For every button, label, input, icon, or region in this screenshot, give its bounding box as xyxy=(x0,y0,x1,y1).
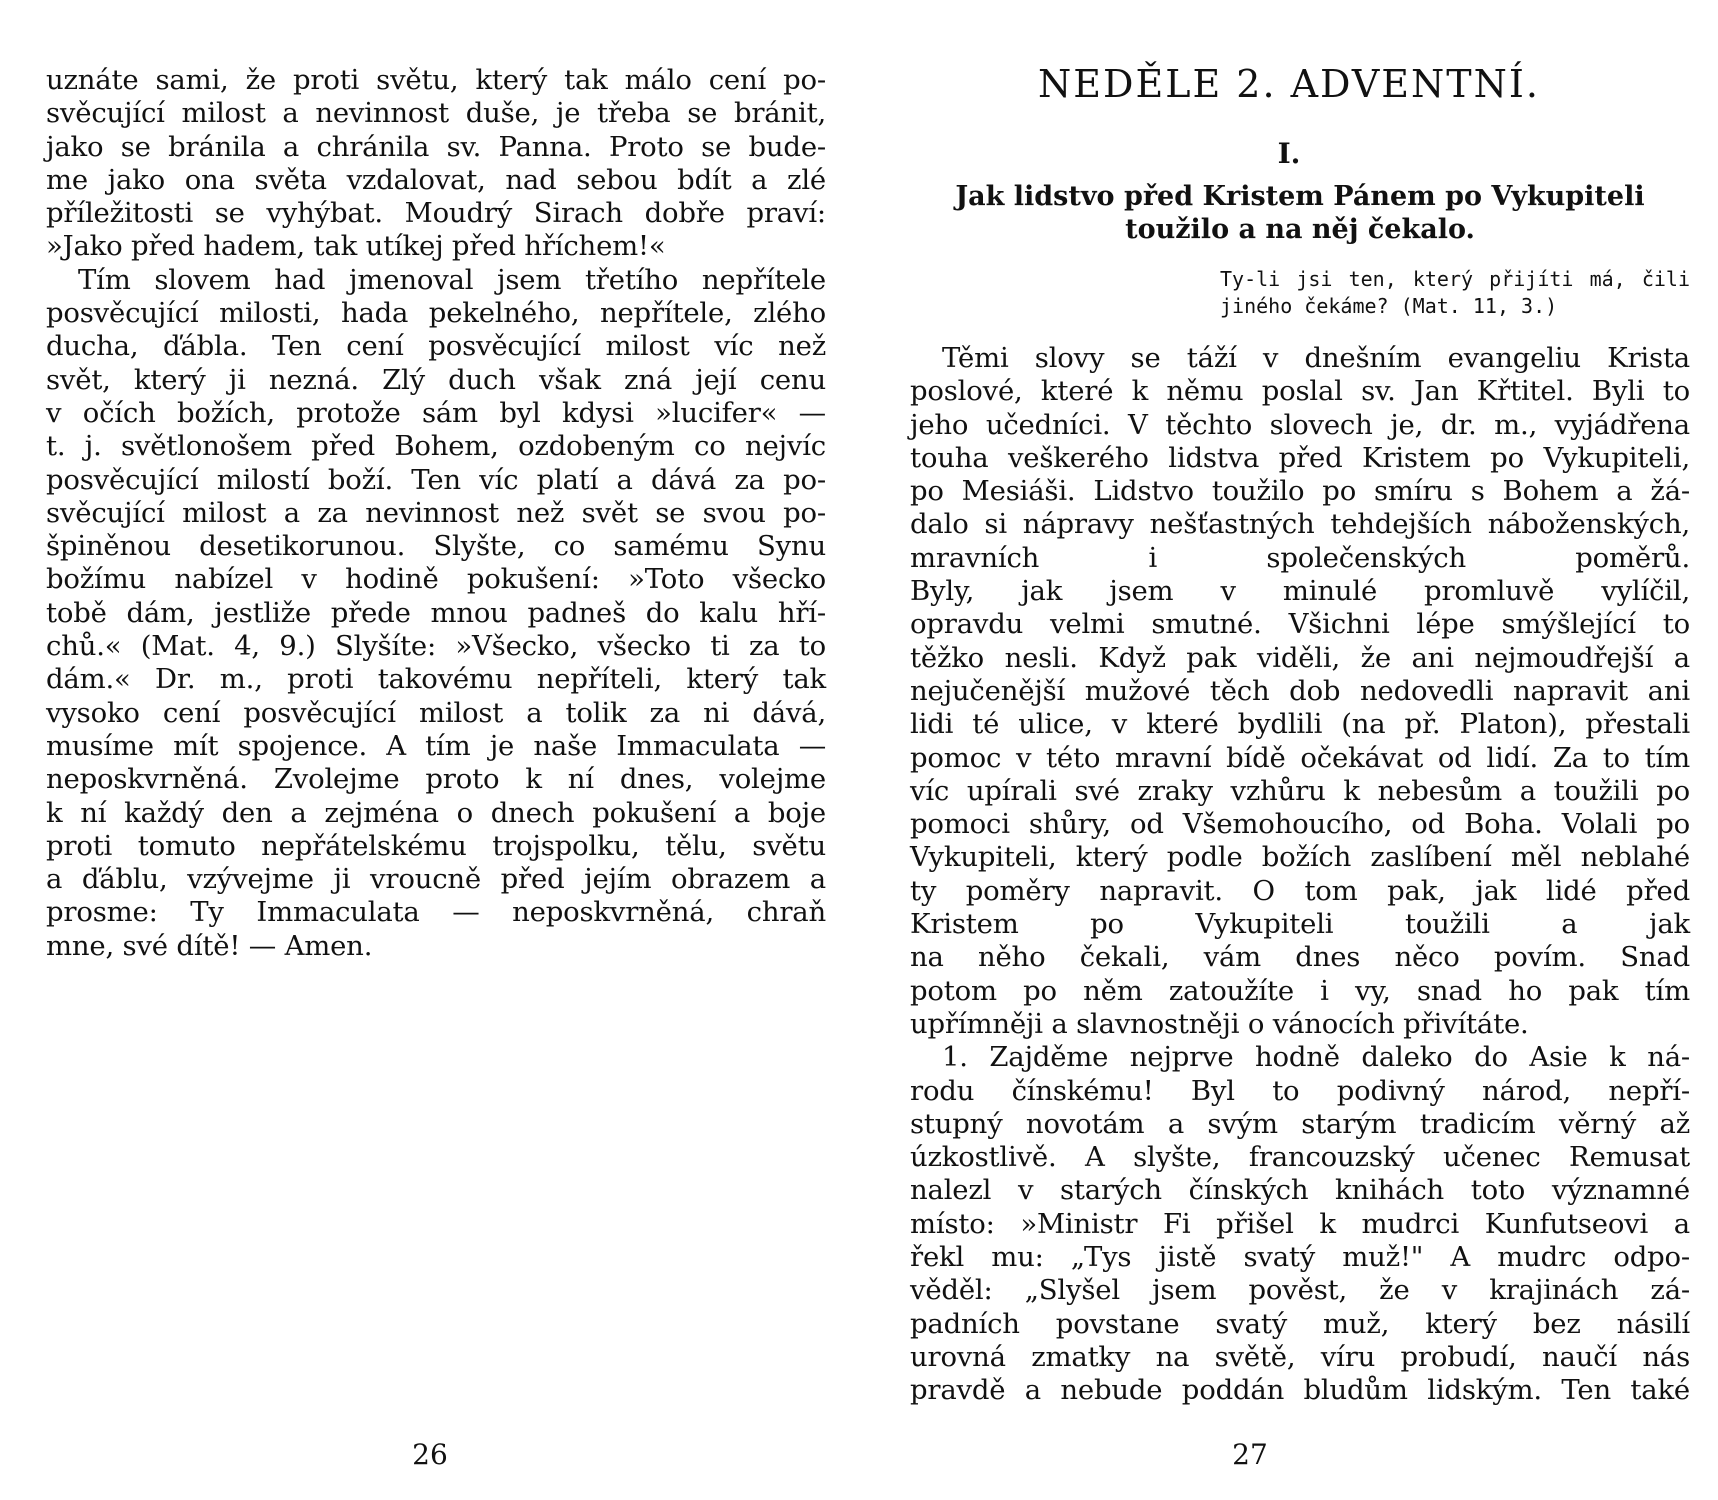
text-line: nejučenější mužové těch dob nedovedli napravit ani xyxy=(910,674,1690,707)
text-line: mne, své dítě! — Amen. xyxy=(46,929,373,962)
text-line: mravních i společenských poměrů. xyxy=(910,541,1690,574)
text-line: víc upírali své zraky vzhůru k nebesům a toužili po xyxy=(910,774,1690,807)
text-line: Vykupiteli, který podle božích zaslíbení měl neblahé xyxy=(910,841,1690,874)
epigraph-line: Ty-li jsi ten, který přijíti má, čili xyxy=(1220,267,1690,291)
heading-line: Jak lidstvo před Kristem Pánem po Vykupiteli xyxy=(955,181,1645,212)
text-line: posvěcující milosti, hada pekelného, nepřítele, zlého xyxy=(46,297,826,330)
text-line: řekl mu: „Tys jistě svatý muž!" A mudrc odpo- xyxy=(910,1241,1690,1274)
text-line: a ďáblu, vzývejme ji vroucně před jejím obrazem a xyxy=(46,863,826,896)
text-line: neposkvrněná. Zvolejme proto k ní dnes, volejme xyxy=(46,763,826,796)
text-line: věděl: „Slyšel jsem pověst, že v krajinách zá- xyxy=(910,1274,1690,1307)
text-line: svěcující milost a za nevinnost než svět se svou po- xyxy=(46,496,826,529)
text-line: upřímněji a slavnostněji o vánocích přivítáte. xyxy=(910,1007,1529,1040)
text-line: příležitosti se vyhýbat. Moudrý Sirach dobře praví: xyxy=(46,197,826,230)
page-number-left: 26 xyxy=(412,1438,448,1471)
text-line: Byly, jak jsem v minulé promluvě vylíčil, xyxy=(910,575,1690,608)
text-line: v očích božích, protože sám byl kdysi »lucifer« — xyxy=(46,396,826,429)
text-line: poslové, které k němu poslal sv. Jan Křtitel. Byli to xyxy=(910,375,1690,408)
text-line: po Mesiáši. Lidstvo toužilo po smíru s Bohem a žá- xyxy=(910,475,1690,508)
text-line: úzkostlivě. A slyšte, francouzský učenec Remusat xyxy=(910,1141,1690,1174)
text-line: t. j. světlonošem před Bohem, ozdobeným co nejvíc xyxy=(46,430,826,463)
text-line: 1. Zajděme nejprve hodně daleko do Asie k ná- xyxy=(942,1041,1690,1074)
text-line: dalo si nápravy nešťastných tehdejších náboženských, xyxy=(910,508,1690,541)
text-line: pravdě a nebude poddán bludům lidským. Ten také xyxy=(910,1374,1690,1407)
text-line: padních povstane svatý muž, který bez násilí xyxy=(910,1307,1690,1340)
text-line: nalezl v starých čínských knihách toto významné xyxy=(910,1174,1690,1207)
text-line: k ní každý den a zejména o dnech pokušení a boje xyxy=(46,796,826,829)
text-line: božímu nabízel v hodině pokušení: »Toto všecko xyxy=(46,563,826,596)
text-line: chů.« (Mat. 4, 9.) Slyšíte: »Všecko, všecko ti za to xyxy=(46,630,826,663)
right-page-text xyxy=(910,342,1690,1408)
section-heading xyxy=(910,180,1690,246)
text-line: dám.« Dr. m., proti takovému nepříteli, který tak xyxy=(46,663,826,696)
text-line: stupný novotám a svým starým tradicím věrný až xyxy=(910,1107,1690,1140)
text-line: opravdu velmi smutné. Všichni lépe smýšlející to xyxy=(910,608,1690,641)
left-page-text xyxy=(46,64,826,963)
text-line: těžko nesli. Když pak viděli, že ani nejmoudřejší a xyxy=(910,641,1690,674)
text-line: vysoko cení posvěcující milost a tolik za ni dává, xyxy=(46,696,826,729)
text-line: jeho učedníci. V těchto slovech je, dr. m., vyjádřena xyxy=(910,408,1690,441)
text-line: uznáte sami, že proti světu, který tak málo cení po- xyxy=(46,64,826,96)
text-line: pomoc v této mravní bídě očekávat od lidí. Za to tím xyxy=(910,741,1690,774)
text-line: »Jako před hadem, tak utíkej před hříchem!« xyxy=(46,230,666,263)
text-line: ducha, ďábla. Ten cení posvěcující milost víc než xyxy=(46,330,826,363)
text-line: jako se bránila a chránila sv. Panna. Proto se bude- xyxy=(46,130,826,163)
text-line: pomoci shůry, od Všemohoucího, od Boha. Volali po xyxy=(910,808,1690,841)
text-line: me jako ona světa vzdalovat, nad sebou bdít a zlé xyxy=(46,163,826,196)
text-line: proti tomuto nepřátelskému trojspolku, tělu, světu xyxy=(46,829,826,862)
text-line: špiněnou desetikorunou. Slyšte, co samému Synu xyxy=(46,530,826,563)
text-line: rodu čínskému! Byl to podivný národ, nepří- xyxy=(910,1074,1690,1107)
page-title: NEDĚLE 2. ADVENTNÍ. xyxy=(1038,62,1540,106)
page-number-right: 27 xyxy=(1232,1438,1268,1471)
text-line: lidi té ulice, v které bydlili (na př. Platon), přestali xyxy=(910,708,1690,741)
text-line: musíme mít spojence. A tím je naše Immaculata — xyxy=(46,729,826,762)
text-line: potom po něm zatoužíte i vy, snad ho pak tím xyxy=(910,974,1690,1007)
text-line: Těmi slovy se táží v dnešním evangeliu Krista xyxy=(942,342,1690,374)
text-line: touha veškerého lidstva před Kristem po Vykupiteli, xyxy=(910,441,1690,474)
text-line: Kristem po Vykupiteli toužili a jak xyxy=(910,908,1690,941)
epigraph-line: jiného čekáme? (Mat. 11, 3.) xyxy=(1220,294,1558,318)
text-line: Tím slovem had jmenoval jsem třetího nepřítele xyxy=(78,263,826,296)
section-number: I. xyxy=(1277,137,1301,170)
text-line: na něho čekali, vám dnes něco povím. Snad xyxy=(910,941,1690,974)
text-line: svěcující milost a nevinnost duše, je třeba se bránit, xyxy=(46,97,826,130)
text-line: posvěcující milostí boží. Ten víc platí a dává za po- xyxy=(46,463,826,496)
text-line: urovná zmatky na světě, víru probudí, naučí nás xyxy=(910,1340,1690,1373)
heading-line: toužilo a na něj čekalo. xyxy=(1125,214,1475,245)
text-line: místo: »Ministr Fi přišel k mudrci Kunfutseovi a xyxy=(910,1207,1690,1240)
text-line: prosme: Ty Immaculata — neposkvrněná, chraň xyxy=(46,896,826,929)
text-line: tobě dám, jestliže přede mnou padneš do kalu hří- xyxy=(46,596,826,629)
text-line: ty poměry napravit. O tom pak, jak lidé před xyxy=(910,874,1690,907)
text-line: svět, který ji nezná. Zlý duch však zná její cenu xyxy=(46,363,826,396)
epigraph xyxy=(1220,266,1690,320)
right-page xyxy=(860,0,1718,1500)
